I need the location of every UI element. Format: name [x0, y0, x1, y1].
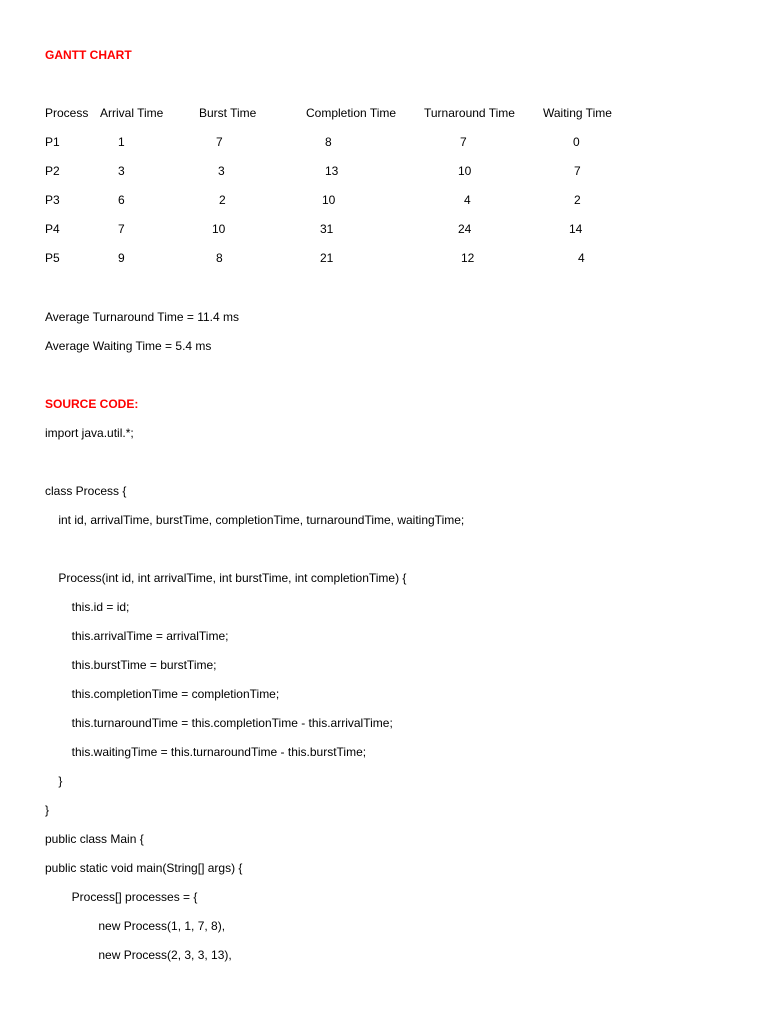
code-line: this.turnaroundTime = this.completionTime - this.arrivalTime; [45, 716, 393, 730]
code-line: new Process(1, 1, 7, 8), [45, 919, 226, 933]
code-line: public static void main(String[] args) { [45, 861, 243, 875]
table-header-process: Process [45, 106, 89, 120]
table-cell: 12 [461, 251, 475, 265]
code-line: new Process(2, 3, 3, 13), [45, 948, 232, 962]
code-line: public class Main { [45, 832, 144, 846]
code-line: this.arrivalTime = arrivalTime; [45, 629, 229, 643]
table-cell: P3 [45, 193, 60, 207]
table-cell: 7 [216, 135, 223, 149]
table-cell: 0 [573, 135, 580, 149]
code-line: Process[] processes = { [45, 890, 198, 904]
table-cell: 13 [325, 164, 339, 178]
table-cell: 10 [322, 193, 336, 207]
table-cell: 7 [118, 222, 125, 236]
table-cell: 7 [574, 164, 581, 178]
average-waiting-text: Average Waiting Time = 5.4 ms [45, 339, 212, 353]
table-header-waiting: Waiting Time [543, 106, 612, 120]
table-header-completion: Completion Time [306, 106, 397, 120]
code-line: import java.util.*; [45, 426, 134, 440]
table-cell: 2 [219, 193, 226, 207]
table-cell: 8 [216, 251, 223, 265]
table-cell: 10 [212, 222, 226, 236]
code-line: Process(int id, int arrivalTime, int burstTime, int completionTime) { [45, 571, 407, 585]
table-cell: P4 [45, 222, 60, 236]
table-cell: 31 [320, 222, 334, 236]
table-cell: 10 [458, 164, 472, 178]
table-cell: P1 [45, 135, 60, 149]
table-cell: P2 [45, 164, 60, 178]
code-line: } [45, 803, 50, 817]
code-line: this.completionTime = completionTime; [45, 687, 280, 701]
code-line: this.id = id; [45, 600, 130, 614]
code-line: int id, arrivalTime, burstTime, completionTime, turnaroundTime, waitingTime; [45, 513, 465, 527]
table-cell: P5 [45, 251, 60, 265]
average-turnaround-text: Average Turnaround Time = 11.4 ms [45, 310, 239, 324]
table-cell: 6 [118, 193, 125, 207]
table-cell: 8 [325, 135, 332, 149]
gantt-chart-heading: GANTT CHART [45, 48, 132, 62]
table-cell: 3 [118, 164, 125, 178]
table-header-arrival: Arrival Time [100, 106, 164, 120]
table-cell: 7 [460, 135, 467, 149]
table-header-turnaround: Turnaround Time [424, 106, 515, 120]
code-line: class Process { [45, 484, 127, 498]
code-line: this.waitingTime = this.turnaroundTime - this.burstTime; [45, 745, 367, 759]
table-header-burst: Burst Time [199, 106, 257, 120]
table-cell: 14 [569, 222, 583, 236]
table-cell: 1 [118, 135, 125, 149]
table-cell: 24 [458, 222, 472, 236]
source-code-heading: SOURCE CODE: [45, 397, 139, 411]
table-cell: 2 [574, 193, 581, 207]
table-cell: 21 [320, 251, 334, 265]
table-cell: 9 [118, 251, 125, 265]
table-cell: 4 [464, 193, 471, 207]
code-line: this.burstTime = burstTime; [45, 658, 217, 672]
table-cell: 4 [578, 251, 585, 265]
table-cell: 3 [218, 164, 225, 178]
code-line: } [45, 774, 63, 788]
